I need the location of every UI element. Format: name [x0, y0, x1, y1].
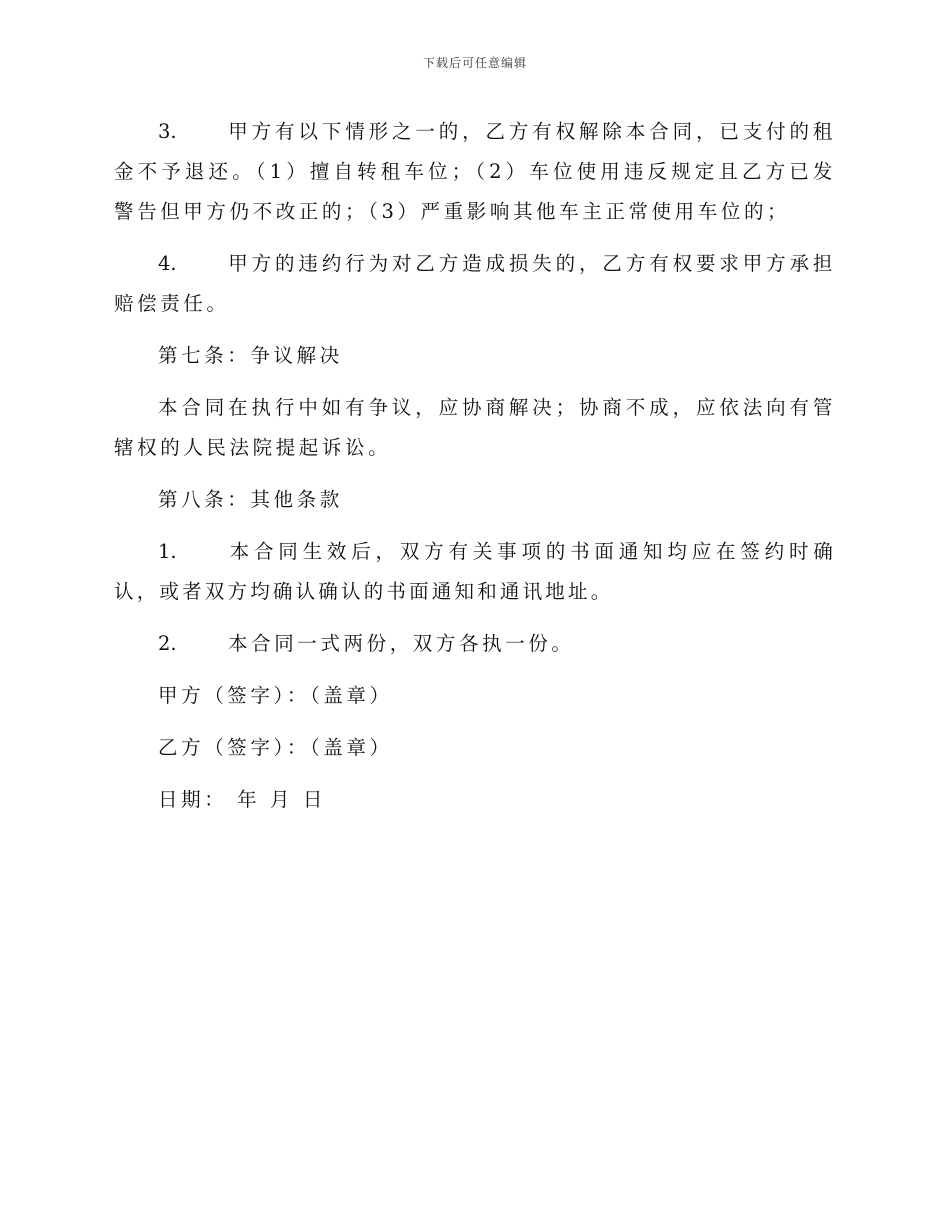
clause-text: 甲方的违约行为对乙方造成损失的，乙方有权要求甲方承担赔偿责任。	[114, 252, 836, 315]
item-number: 2.	[158, 632, 177, 655]
item-text: 本合同一式两份，双方各执一份。	[228, 632, 575, 655]
clause-number: 3.	[158, 120, 177, 143]
article-8-heading: 第八条：其他条款	[158, 488, 343, 511]
clause-4	[114, 244, 836, 324]
item-number: 1.	[158, 540, 177, 563]
article-8-item-1	[114, 532, 836, 612]
item-text: 本合同生效后，双方有关事项的书面通知均应在签约时确认，或者双方均确认确认的书面通知和通讯地址。	[114, 540, 836, 603]
clause-3	[114, 112, 836, 232]
page-header: 下载后可任意编辑	[422, 56, 527, 70]
document-body	[114, 112, 836, 832]
party-a-signature: 甲方（签字）：（盖章）	[158, 684, 393, 707]
article-8-item-2	[114, 624, 836, 664]
clause-number: 4.	[158, 252, 177, 275]
article-7-heading: 第七条：争议解决	[158, 344, 343, 367]
article-7-text: 本合同在执行中如有争议，应协商解决；协商不成，应依法向有管辖权的人民法院提起诉讼。	[114, 396, 836, 459]
clause-text: 甲方有以下情形之一的，乙方有权解除本合同，已支付的租金不予退还。（1）擅自转租车位；（2）车位使用违反规定且乙方已发警告但甲方仍不改正的；（3）严重影响其他车主正常使用车位的；	[114, 120, 836, 223]
party-b-signature: 乙方（签字）：（盖章）	[158, 736, 393, 759]
signature-date: 日期： 年 月 日	[158, 788, 326, 811]
